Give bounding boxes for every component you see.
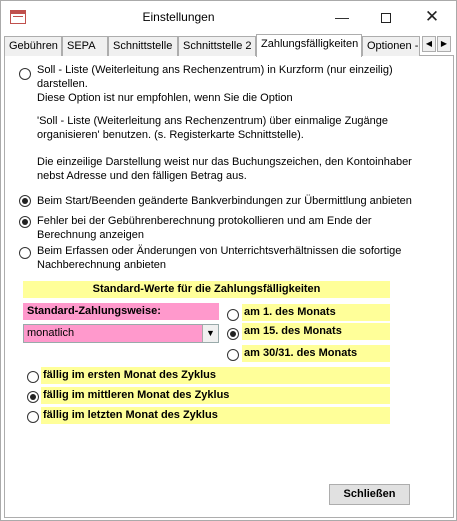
nachberechnung-line-2: Nachberechnung anbieten: [37, 259, 167, 271]
cycle-middle-radio[interactable]: [27, 391, 39, 403]
fehler-protokoll-radio[interactable]: [19, 216, 31, 228]
day-15-radio[interactable]: [227, 328, 239, 340]
soll-liste-line-3: Diese Option ist nur empfohlen, wenn Sie die Option: [37, 92, 293, 104]
soll-liste-note-line-2: organisieren' benutzen. (s. Registerkarte Schnittstelle).: [37, 129, 304, 141]
maximize-button[interactable]: [363, 1, 409, 33]
fehler-protokoll-label: [37, 214, 372, 242]
cycle-last-radio[interactable]: [27, 411, 39, 423]
fehler-line-2: Berechnung anzeigen: [37, 229, 145, 241]
nachberechnung-line-1: Beim Erfassen oder Änderungen von Unterrichtsverhältnissen die sofortige: [37, 245, 402, 257]
soll-liste-line-1: Soll - Liste (Weiterleitung ans Rechenzentrum) in Kurzform (nur einzeilig): [37, 64, 393, 76]
standard-heading: Standard-Werte für die Zahlungsfälligkeiten: [23, 281, 390, 298]
soll-liste-detail-line-1: Die einzeilige Darstellung weist nur das Buchungszeichen, den Kontoinhaber: [37, 156, 412, 168]
chevron-down-icon[interactable]: ▼: [202, 325, 218, 342]
close-button[interactable]: Schließen: [329, 484, 410, 505]
bankverbindungen-label: Beim Start/Beenden geänderte Bankverbindungen zur Übermittlung anbieten: [37, 195, 412, 207]
close-window-button[interactable]: ✕: [424, 7, 440, 26]
bankverbindungen-radio[interactable]: [19, 195, 31, 207]
title-bar: [1, 1, 456, 33]
cycle-middle-label: fällig im mittleren Monat des Zyklus: [41, 387, 390, 404]
nachberechnung-radio[interactable]: [19, 247, 31, 259]
soll-liste-radio[interactable]: [19, 68, 31, 80]
cycle-first-label: fällig im ersten Monat des Zyklus: [41, 367, 390, 384]
soll-liste-line-2: darstellen.: [37, 78, 88, 90]
tab-strip: [4, 34, 454, 56]
soll-liste-detail-line-2: nebst Adresse und den fälligen Betrag aus.: [37, 170, 247, 182]
tab-schnittstelle-2[interactable]: Schnittstelle 2: [178, 36, 256, 56]
tab-gebuehren[interactable]: Gebühren: [4, 36, 62, 56]
soll-liste-note: [37, 114, 388, 142]
day-1-label: am 1. des Monats: [242, 304, 390, 321]
day-15-label: am 15. des Monats: [242, 323, 390, 340]
day-1-radio[interactable]: [227, 309, 239, 321]
cycle-last-label: fällig im letzten Monat des Zyklus: [41, 407, 390, 424]
maximize-icon: [381, 13, 391, 23]
tab-zahlungsfaelligkeiten[interactable]: Zahlungsfälligkeiten: [256, 34, 362, 57]
cycle-first-radio[interactable]: [27, 371, 39, 383]
tab-schnittstelle[interactable]: Schnittstelle: [108, 36, 178, 56]
soll-liste-label: [37, 63, 393, 105]
zahlungsweise-value: monatlich: [27, 327, 75, 339]
day-30-radio[interactable]: [227, 349, 239, 361]
zahlungsweise-label: Standard-Zahlungsweise:: [23, 303, 219, 320]
soll-liste-detail: [37, 155, 412, 183]
soll-liste-note-line-1: 'Soll - Liste (Weiterleitung ans Rechenzentrum) über einmalige Zugänge: [37, 115, 389, 127]
tab-scroll-right-icon[interactable]: ▶: [437, 36, 451, 52]
zahlungsweise-select[interactable]: [23, 324, 219, 343]
nachberechnung-label: [37, 244, 401, 272]
fehler-line-1: Fehler bei der Gebührenberechnung protokollieren und am Ende der: [37, 215, 372, 227]
day-30-label: am 30/31. des Monats: [242, 345, 390, 362]
tab-optionen[interactable]: Optionen -: [362, 36, 420, 56]
tab-scroll-left-icon[interactable]: ◀: [422, 36, 436, 52]
minimize-button[interactable]: —: [335, 9, 349, 25]
window-title: Einstellungen: [142, 10, 215, 24]
tab-sepa[interactable]: SEPA: [62, 36, 108, 56]
